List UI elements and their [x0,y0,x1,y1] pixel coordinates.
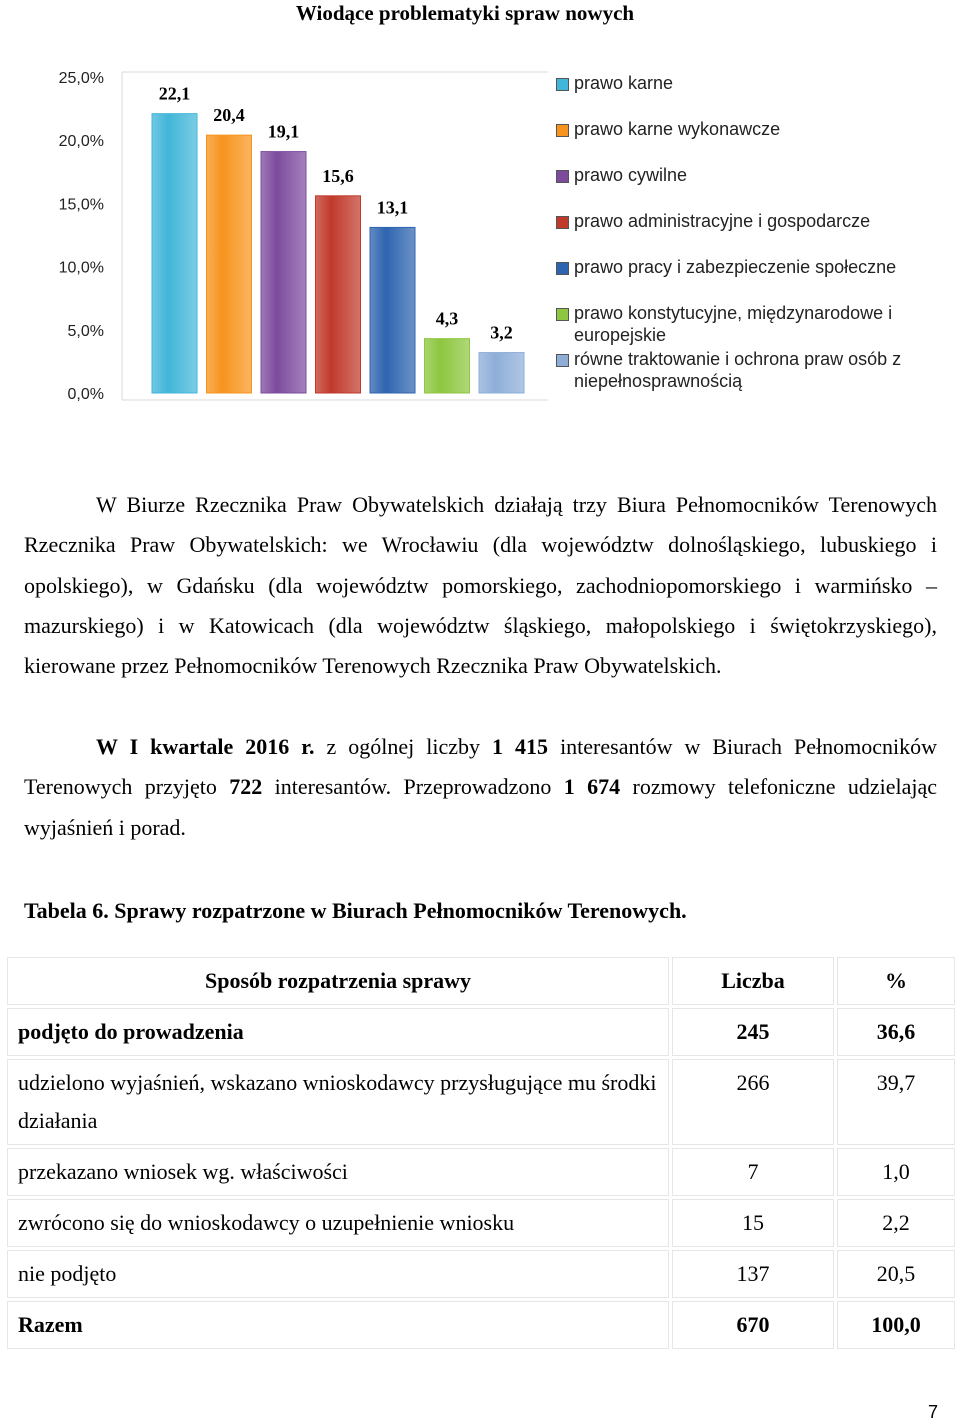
legend-swatch [556,124,569,137]
paragraph-1-text: W Biurze Rzecznika Praw Obywatelskich działają trzy Biura Pełnomocników Terenowych Rzecznika Praw Obywatelskich: we Wrocławiu (dla województw dolnośląskiego, lubuskiego i opolskiego), w Gdańsku (dla województw pomorskiego, zachodniopomorskiego i warmińsko – mazurskiego) i w Katowicach (dla województw śląskiego, małopolskiego i świętokrzyskiego), kierowane przez Pełnomocników Terenowych Rzecznika Praw Obywatelskich. [24,492,937,679]
y-tick-label: 0,0% [67,386,104,403]
legend-label: równe traktowanie i ochrona praw osób z niepełnosprawnością [574,349,902,391]
table-header-row [7,957,955,1005]
row-label: Razem [7,1301,669,1349]
row-label: udzielono wyjaśnień, wskazano wnioskodawcy przysługujące mu środki działania [7,1059,669,1145]
bar [425,339,470,393]
row-percent: 1,0 [837,1148,955,1196]
table-row [7,1148,955,1196]
total-visitors-value: 1 415 [492,734,549,759]
paragraph-2-text [24,727,937,848]
page-number: 7 [928,1402,939,1422]
chart-title: Wiodące problematyki spraw nowych [295,1,635,25]
y-tick-label: 5,0% [67,322,104,340]
row-count: 15 [672,1199,834,1247]
bar-value-label: 22,1 [158,83,191,104]
paragraph-2-part-e: interesantów. Przeprowadzono [262,774,564,800]
y-tick-label: 20,0% [58,133,104,151]
row-label: zwrócono się do wnioskodawcy o uzupełnienie wniosku [7,1199,669,1247]
bar-value-label: 19,1 [267,121,300,142]
y-axis-ticks [59,70,104,403]
paragraph-2-part-c: interesantów w Biurach Pełnomocników Terenowych przyjęto [24,734,938,800]
row-percent: 2,2 [837,1199,955,1247]
legend-swatch [556,262,569,275]
row-count: 266 [672,1059,834,1145]
row-percent: 100,0 [837,1301,955,1349]
bar [152,114,197,393]
y-tick-label: 10,0% [58,259,104,277]
row-percent: 20,5 [837,1250,955,1298]
bar-series [152,114,524,393]
table-row [7,1250,955,1298]
paragraph-2 [24,727,937,848]
header-count: Liczba [672,957,834,1005]
row-percent: 39,7 [837,1059,955,1145]
bar [261,152,306,393]
paragraph-1 [24,485,937,686]
legend-label: prawo karne wykonawcze [574,119,781,139]
row-label: przekazano wniosek wg. właściwości [7,1148,669,1196]
legend-swatch [556,308,569,321]
table-total-row [7,1301,955,1349]
paragraph-2-part-a: z ogólnej liczby [314,734,493,759]
bar-value-label: 3,2 [490,322,513,343]
table-caption: Tabela 6. Sprawy rozpatrzone w Biurach Pełnomocników Terenowych. [24,898,687,923]
header-percent: % [837,957,955,1005]
legend-label: prawo administracyjne i gospodarcze [574,211,871,231]
header-method: Sposób rozpatrzenia sprawy [7,957,669,1005]
legend-swatch [556,216,569,229]
row-label: nie podjęto [7,1250,669,1298]
bar [207,135,252,393]
table-row [7,1199,955,1247]
legend-swatch [556,354,569,367]
bar [479,353,524,393]
legend-label: prawo konstytucyjne, międzynarodowe i europejskie [574,303,893,345]
bar-value-label: 20,4 [213,105,245,126]
legend-label: prawo karne [574,73,674,93]
table-row [7,1059,955,1145]
row-count: 137 [672,1250,834,1298]
cases-table [4,954,958,1352]
legend-swatch [556,78,569,91]
bar-value-label: 13,1 [376,197,409,218]
y-tick-label: 25,0% [58,70,104,87]
bar [370,227,415,393]
paragraph-2-lead: W I kwartale 2016 r. [96,734,315,759]
row-count: 7 [672,1148,834,1196]
legend-label: prawo pracy i zabezpieczenie społeczne [574,257,897,277]
row-label: podjęto do prowadzenia [7,1008,669,1056]
y-tick-label: 15,0% [58,196,104,214]
row-count: 670 [672,1301,834,1349]
bar [316,196,361,393]
legend-label: prawo cywilne [574,165,688,185]
bar-chart [0,50,550,410]
phone-conversations-value: 1 674 [563,774,621,800]
paragraph-2-part-g: rozmowy telefoniczne udzielając wyjaśnień i porad. [24,774,938,840]
row-count: 245 [672,1008,834,1056]
bar-value-label: 15,6 [322,165,354,186]
received-visitors-value: 722 [229,774,263,800]
legend-swatch [556,170,569,183]
bar-value-label: 4,3 [435,308,459,329]
row-percent: 36,6 [837,1008,955,1056]
table-row [7,1008,955,1056]
